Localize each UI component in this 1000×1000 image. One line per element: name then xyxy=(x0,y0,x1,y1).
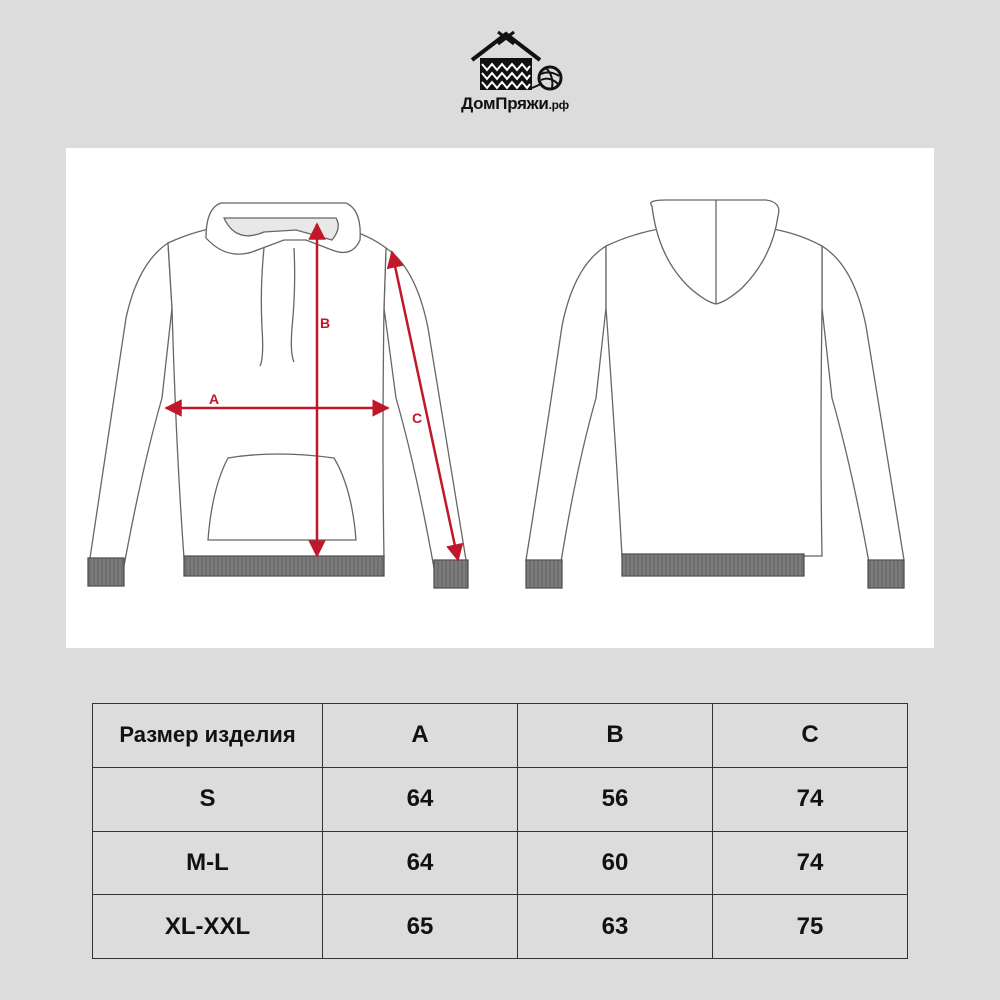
cell-b: 60 xyxy=(518,831,713,895)
brand-name-text: ДомПряжи xyxy=(461,94,549,113)
hoodie-size-diagram xyxy=(66,148,934,648)
back-left-sleeve xyxy=(526,246,606,568)
front-kangaroo-pocket xyxy=(208,454,356,540)
header-b: B xyxy=(518,704,713,768)
front-right-cuff xyxy=(434,560,468,588)
cell-c: 74 xyxy=(713,831,908,895)
table-row xyxy=(93,767,908,831)
front-left-sleeve xyxy=(90,243,172,566)
front-waistband xyxy=(184,556,384,576)
cell-a: 64 xyxy=(323,831,518,895)
back-right-sleeve xyxy=(822,246,904,568)
header-c: C xyxy=(713,704,908,768)
brand-suffix: .рф xyxy=(548,98,569,112)
table-row xyxy=(93,831,908,895)
cell-size: M-L xyxy=(93,831,323,895)
size-chart-table xyxy=(92,703,908,959)
hoodie-front xyxy=(88,203,468,588)
measure-b-label: B xyxy=(320,315,331,331)
table-row xyxy=(93,895,908,959)
back-left-cuff xyxy=(526,560,562,588)
hoodie-diagram-panel xyxy=(66,148,934,648)
cell-c: 74 xyxy=(713,767,908,831)
header-size: Размер изделия xyxy=(93,704,323,768)
yarn-house-logo-icon xyxy=(468,30,563,92)
cell-size: S xyxy=(93,767,323,831)
brand-logo xyxy=(440,30,590,125)
cell-a: 64 xyxy=(323,767,518,831)
cell-b: 63 xyxy=(518,895,713,959)
cell-size: XL-XXL xyxy=(93,895,323,959)
cell-a: 65 xyxy=(323,895,518,959)
header-a: A xyxy=(323,704,518,768)
measure-c-label: C xyxy=(412,410,423,426)
front-left-cuff xyxy=(88,558,124,586)
back-right-cuff xyxy=(868,560,904,588)
back-waistband xyxy=(622,554,804,576)
hoodie-back xyxy=(526,200,904,588)
cell-b: 56 xyxy=(518,767,713,831)
table-header-row xyxy=(93,704,908,768)
cell-c: 75 xyxy=(713,895,908,959)
brand-name xyxy=(440,94,590,114)
measure-a-label: A xyxy=(209,391,220,407)
